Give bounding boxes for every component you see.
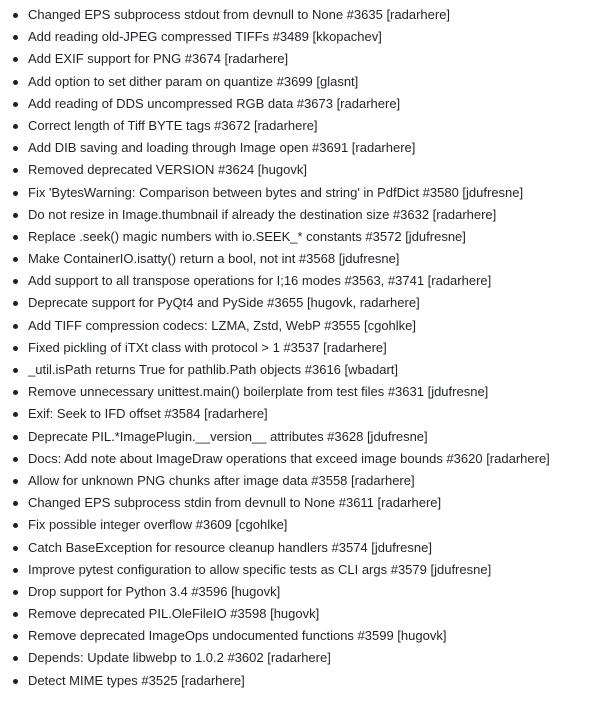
changelog-item: Remove deprecated ImageOps undocumented functions #3599 [hugovk] <box>0 625 605 647</box>
changelog-item: Detect MIME types #3525 [radarhere] <box>0 670 605 692</box>
changelog-item: Depends: Update libwebp to 1.0.2 #3602 [radarhere] <box>0 647 605 669</box>
changelog-item: Add option to set dither param on quantize #3699 [glasnt] <box>0 71 605 93</box>
changelog-item: Exif: Seek to IFD offset #3584 [radarhere] <box>0 403 605 425</box>
changelog-item: Deprecate support for PyQt4 and PySide #3655 [hugovk, radarhere] <box>0 292 605 314</box>
changelog-item: Changed EPS subprocess stdin from devnull to None #3611 [radarhere] <box>0 492 605 514</box>
changelog-item: Replace .seek() magic numbers with io.SEEK_* constants #3572 [jdufresne] <box>0 226 605 248</box>
changelog-item: Add reading of DDS uncompressed RGB data #3673 [radarhere] <box>0 93 605 115</box>
changelog-item: Remove unnecessary unittest.main() boilerplate from test files #3631 [jdufresne] <box>0 381 605 403</box>
changelog-item: Changed EPS subprocess stdout from devnull to None #3635 [radarhere] <box>0 4 605 26</box>
changelog-item: Allow for unknown PNG chunks after image data #3558 [radarhere] <box>0 470 605 492</box>
changelog-item: Fixed pickling of iTXt class with protocol > 1 #3537 [radarhere] <box>0 337 605 359</box>
changelog-item: Add TIFF compression codecs: LZMA, Zstd, WebP #3555 [cgohlke] <box>0 315 605 337</box>
changelog-item: Do not resize in Image.thumbnail if already the destination size #3632 [radarhere] <box>0 204 605 226</box>
changelog-item: Fix 'BytesWarning: Comparison between bytes and string' in PdfDict #3580 [jdufresne] <box>0 182 605 204</box>
changelog-item: Improve pytest configuration to allow specific tests as CLI args #3579 [jdufresne] <box>0 559 605 581</box>
changelog-item: Make ContainerIO.isatty() return a bool, not int #3568 [jdufresne] <box>0 248 605 270</box>
changelog-item: Catch BaseException for resource cleanup handlers #3574 [jdufresne] <box>0 537 605 559</box>
changelog-item: Add DIB saving and loading through Image open #3691 [radarhere] <box>0 137 605 159</box>
changelog-item: Add support to all transpose operations for I;16 modes #3563, #3741 [radarhere] <box>0 270 605 292</box>
changelog-item: Add EXIF support for PNG #3674 [radarhere] <box>0 48 605 70</box>
changelog-item: Drop support for Python 3.4 #3596 [hugovk] <box>0 581 605 603</box>
changelog-item: Correct length of Tiff BYTE tags #3672 [radarhere] <box>0 115 605 137</box>
changelog-item: Add reading old-JPEG compressed TIFFs #3489 [kkopachev] <box>0 26 605 48</box>
changelog-item: Remove deprecated PIL.OleFileIO #3598 [hugovk] <box>0 603 605 625</box>
changelog-item: Removed deprecated VERSION #3624 [hugovk] <box>0 159 605 181</box>
changelog-item: _util.isPath returns True for pathlib.Path objects #3616 [wbadart] <box>0 359 605 381</box>
changelog-item: Fix possible integer overflow #3609 [cgohlke] <box>0 514 605 536</box>
changelog-item: Docs: Add note about ImageDraw operations that exceed image bounds #3620 [radarhere] <box>0 448 605 470</box>
changelog-item: Deprecate PIL.*ImagePlugin.__version__ attributes #3628 [jdufresne] <box>0 426 605 448</box>
